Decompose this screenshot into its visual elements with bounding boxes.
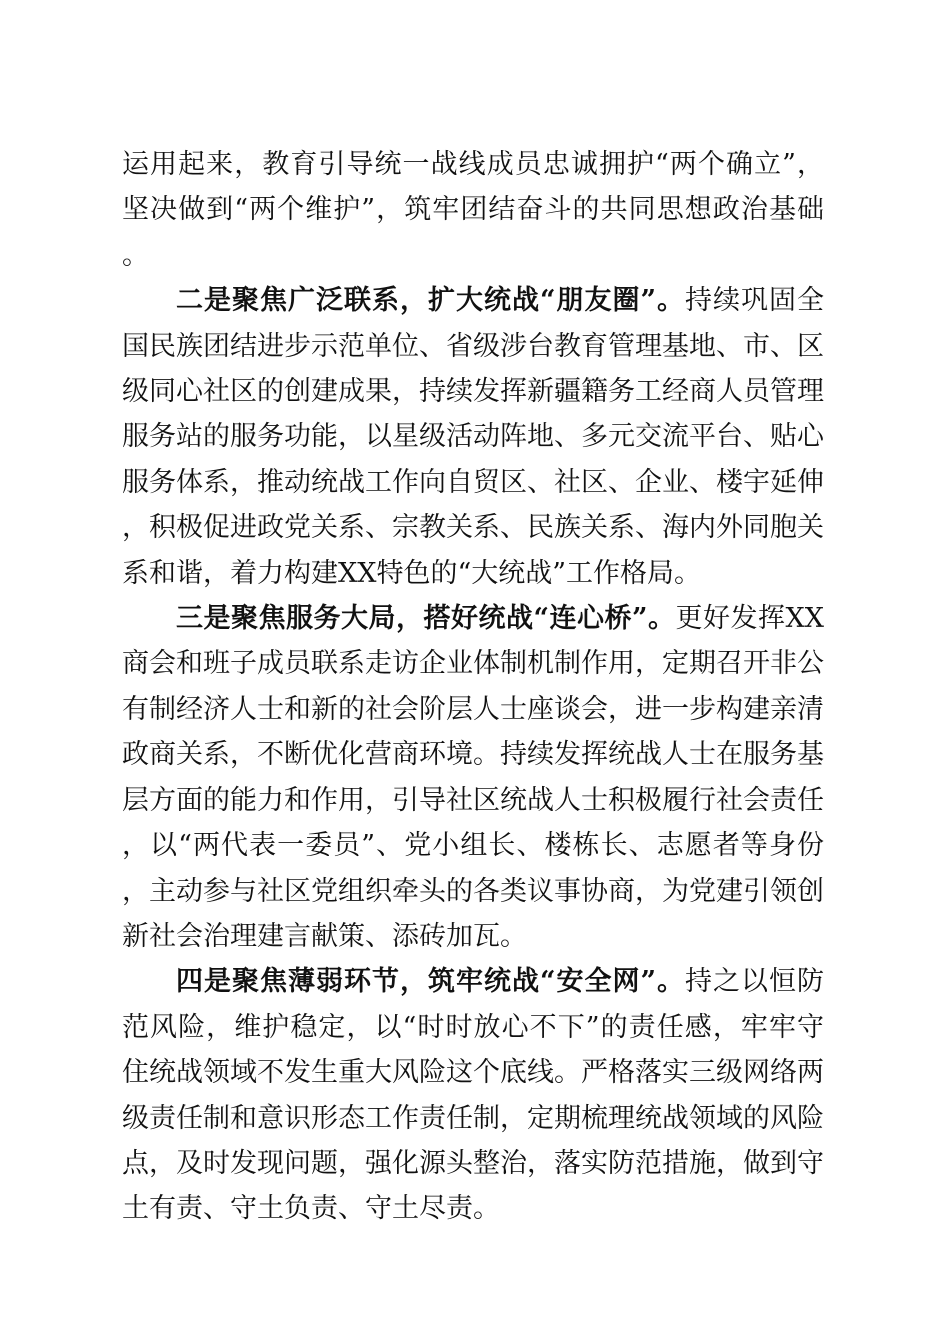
paragraph-heading: 二是聚焦广泛联系，扩大统战“朋友圈”。 (176, 285, 686, 317)
paragraph-body: 更好发挥XX商会和班子成员联系走访企业体制机制作用，定期召开非公有制经济人士和新的社会阶层人士座谈会，进一步构建亲清政商关系，不断优化营商环境。持续发挥统战人士在服务基层方面的能力和作用，引导社区统战人士积极履行社会责任，以“两代表一委员”、党小组长、楼栋长、志愿者等身份，主动参与社区党组织牵头的各类议事协商，为党建引领创新社会治理建言献策、添砖加瓦。 (122, 603, 824, 952)
paragraph-continuation (122, 142, 824, 278)
paragraph-body: 运用起来，教育引导统一战线成员忠诚拥护“两个确立”，坚决做到“两个维护”，筑牢团结奋斗的共同思想政治基础。 (122, 149, 824, 271)
paragraph-serve-overall (122, 596, 824, 959)
paragraph-broad-contact (122, 278, 824, 596)
paragraph-weak-links (122, 959, 824, 1231)
paragraph-heading: 四是聚焦薄弱环节，筑牢统战“安全网”。 (176, 966, 686, 998)
paragraph-heading: 三是聚焦服务大局，搭好统战“连心桥”。 (176, 603, 676, 635)
paragraph-body: 持续巩固全国民族团结进步示范单位、省级涉台教育管理基地、市、区级同心社区的创建成果，持续发挥新疆籍务工经商人员管理服务站的服务功能，以星级活动阵地、多元交流平台、贴心服务体系，推动统战工作向自贸区、社区、企业、楼宇延伸，积极促进政党关系、宗教关系、民族关系、海内外同胞关系和谐，着力构建XX特色的“大统战”工作格局。 (122, 285, 825, 589)
document-body (122, 142, 824, 1232)
paragraph-body: 持之以恒防范风险，维护稳定，以“时时放心不下”的责任感，牢牢守住统战领域不发生重大风险这个底线。严格落实三级网络两级责任制和意识形态工作责任制，定期梳理统战领域的风险点，及时发现问题，强化源头整治，落实防范措施，做到守土有责、守土负责、守土尽责。 (122, 966, 825, 1225)
